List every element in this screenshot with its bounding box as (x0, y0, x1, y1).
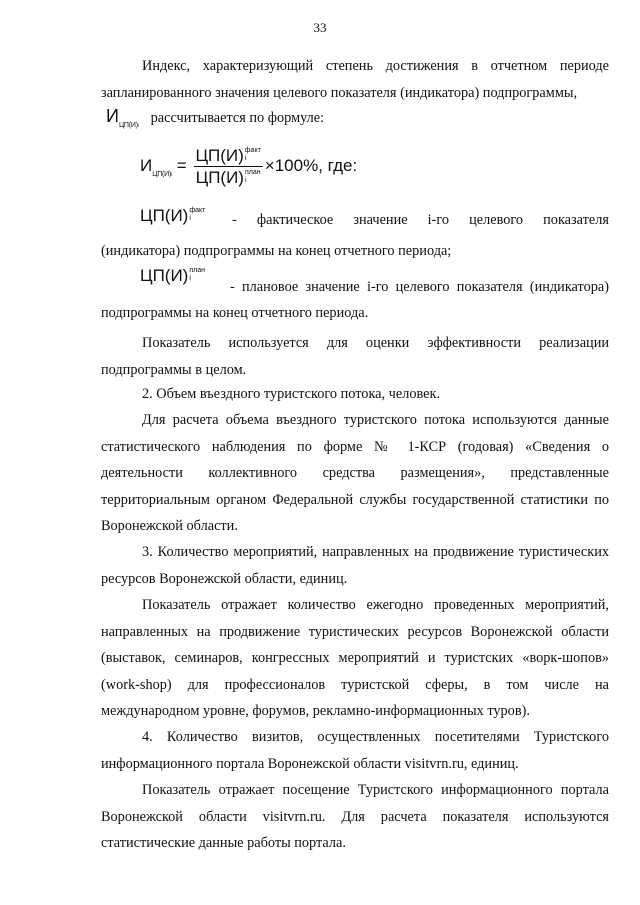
def-fact-cpi: ЦП(И) (140, 206, 189, 225)
def-fact-word: - (232, 212, 237, 228)
formula-index-sub: ЦП(И) (152, 170, 172, 178)
intro-line-2: запланированного значения целевого показателя (индикатора) подпрограммы, (101, 85, 578, 101)
den-cpi: ЦП(И) (195, 168, 244, 187)
formula-fraction (193, 145, 262, 188)
paragraph-2: 2. Объем въездного туристского потока, человек. (142, 386, 441, 402)
paragraph-7: Показатель отражает посещение Туристского информационного портала Воронежской области visitvrn.ru. Для расчета показателя используются статистические данные работы портала. (101, 782, 609, 851)
formula-index: И (140, 155, 153, 175)
paragraph-5: Показатель отражает количество ежегодно проведенных мероприятий, направленных на продвижение туристических ресурсов Воронежской области (выставок, семинаров, конгрессных мероприятий и туристских «ворк-шопов» (work-shop) для профессионалов туристской сферы, в том числе на международном уровне, форумов, рекламно-информационных туров). (101, 597, 609, 719)
num-sup-fact: факт (244, 146, 261, 154)
def-fact-symbol (140, 206, 205, 226)
def-plan-sup: план (189, 266, 205, 274)
den-sup-plan: план (244, 168, 261, 176)
def-fact-sup: факт (189, 206, 206, 214)
formula-times: ×100%, где: (264, 155, 358, 175)
formula-index-sub-i: i (171, 171, 173, 178)
fraction-denominator (194, 166, 263, 188)
paragraph-1: Показатель используется для оценки эффективности реализации подпрограммы в целом. (101, 335, 609, 378)
def-plan-line-1: - плановое значение i-го целевого показателя (индикатора) (230, 279, 609, 295)
after-symbol-text: рассчитывается по формуле: (150, 110, 325, 126)
intro-line-1: Индекс, характеризующий степень достижения в отчетном периоде (142, 58, 609, 74)
def-fact-sub: i (189, 214, 191, 222)
num-sub-i: i (244, 154, 247, 162)
def-fact-word: целевого (469, 212, 524, 228)
def-fact-word: i-го (427, 212, 450, 228)
den-sub-i: i (244, 176, 247, 184)
def-fact-line-2: (индикатора) подпрограммы на конец отчетного периода; (101, 243, 452, 259)
paragraph-4: 3. Количество мероприятий, направленных на продвижение туристических ресурсов Воронежской области, единиц. (101, 544, 609, 587)
def-plan-symbol (140, 266, 205, 286)
formula-equals: = (176, 155, 187, 175)
def-fact-word: показателя (543, 212, 609, 228)
def-plan-line-2: подпрограммы на конец отчетного периода. (101, 305, 369, 321)
num-cpi: ЦП(И) (195, 146, 244, 165)
page-number: 33 (313, 20, 327, 35)
def-plan-cpi: ЦП(И) (140, 266, 189, 285)
def-fact-line-1 (232, 212, 609, 229)
index-symbol: И (106, 106, 119, 126)
paragraph-6: 4. Количество визитов, осуществленных посетителями Туристского информационного портала Воронежской области visitvrn.ru, единиц. (101, 729, 609, 772)
index-symbol-line (106, 106, 324, 127)
index-subscript: ЦП(И) (118, 122, 138, 129)
paragraph-3: Для расчета объема въездного туристского потока используются данные статистического наблюдения по форме № 1-КСР (годовая) «Сведения о деятельности коллективного средства размещения», представленные территориальным органом Федеральной службы государственной статистики по Воронежской области. (101, 412, 609, 534)
def-fact-word: фактическое (256, 212, 334, 228)
index-subscript-i: i (137, 124, 140, 129)
fraction-numerator (193, 145, 262, 166)
def-fact-word: значение (353, 212, 408, 228)
formula (140, 145, 357, 188)
def-plan-sub: i (189, 274, 191, 282)
